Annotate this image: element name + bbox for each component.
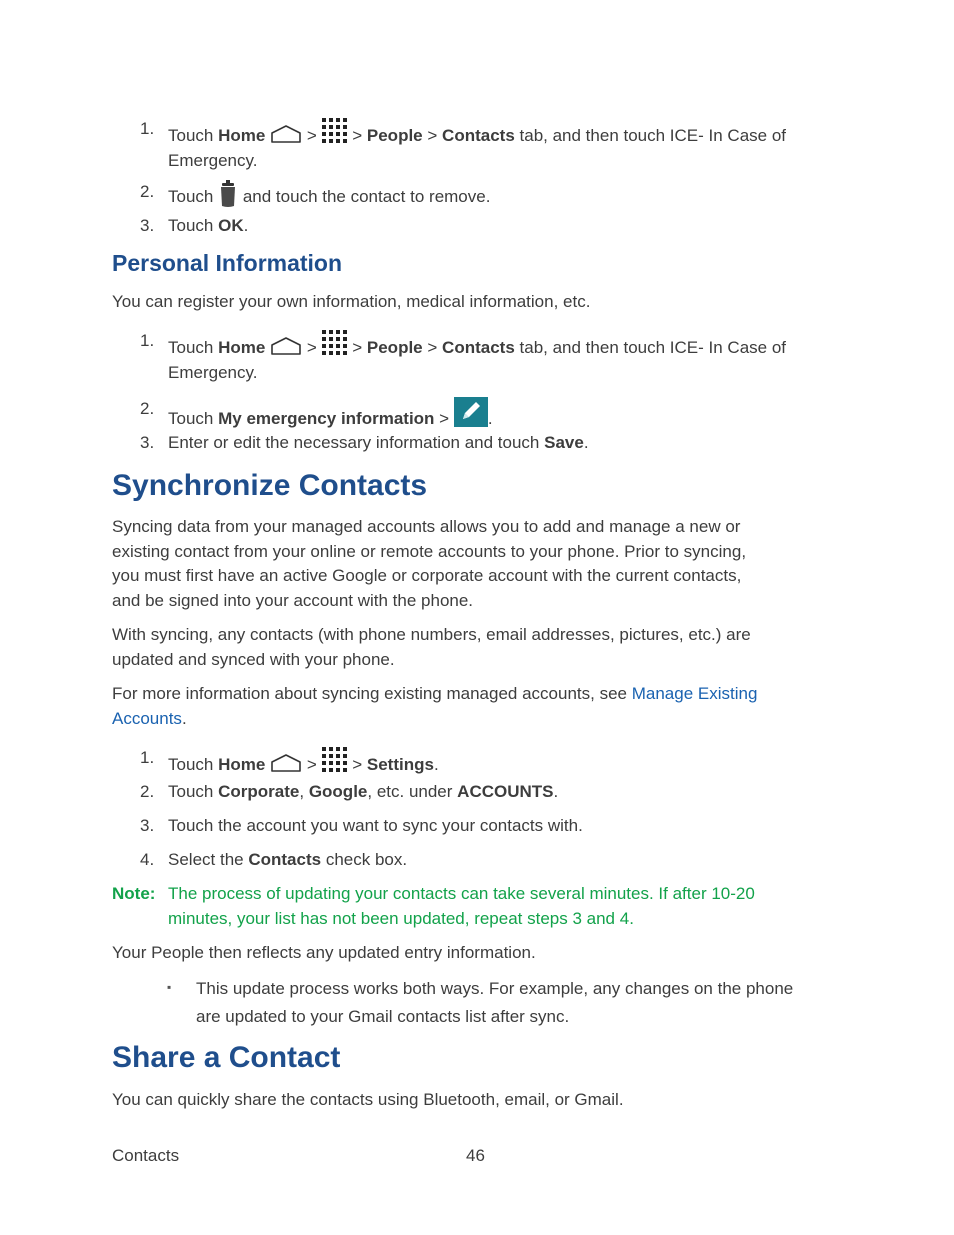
step-number: 2. — [140, 182, 155, 201]
comma: , — [299, 782, 305, 801]
separator: > — [352, 755, 363, 774]
step-text-touch: Touch — [168, 126, 214, 145]
contacts-label: Contacts — [442, 126, 515, 145]
personal-information-heading: Personal Information — [112, 250, 343, 276]
share-intro: You can quickly share the contacts using Bluetooth, email, or Gmail. — [112, 1090, 624, 1109]
home-icon — [270, 124, 302, 144]
step-number: 3. — [140, 433, 155, 452]
step-text-touch: Touch — [168, 187, 214, 206]
bullet-line: This update process works both ways. For example, any changes on the phone — [196, 979, 794, 998]
contacts-label: Contacts — [248, 850, 322, 869]
step-text-rest: and touch the contact to remove. — [242, 187, 491, 206]
step-text-touch: Touch — [168, 216, 214, 235]
sync-paragraph-3 — [112, 682, 832, 731]
paragraph-line: With syncing, any contacts (with phone numbers, email addresses, pictures, etc.) are — [112, 625, 751, 644]
step-text — [168, 848, 828, 873]
step-text-rest: Emergency. — [168, 362, 258, 382]
google-label: Google — [308, 782, 368, 801]
home-label: Home — [218, 126, 266, 145]
footer-page-number: 46 — [466, 1146, 485, 1165]
personal-intro: You can register your own information, medical information, etc. — [112, 292, 591, 311]
step-text — [168, 746, 828, 778]
step-text-touch: Touch — [168, 782, 214, 801]
step-number: 3. — [140, 816, 155, 835]
separator: > — [306, 338, 317, 357]
manage-existing-accounts-link[interactable]: Accounts — [112, 708, 182, 728]
paragraph-line: updated and synced with your phone. — [112, 649, 395, 669]
contacts-label: Contacts — [442, 338, 515, 357]
step-text-main: Enter or edit the necessary information and touch — [168, 433, 540, 452]
period: . — [181, 708, 187, 728]
settings-label: Settings — [366, 755, 434, 774]
step-text-rest: tab, and then touch ICE- In Case of — [519, 126, 787, 145]
note-line: The process of updating your contacts can take several minutes. If after 10-20 — [168, 884, 755, 903]
bullet-line: are updated to your Gmail contacts list after sync. — [196, 1007, 570, 1026]
step-text-main: Select the — [168, 850, 244, 869]
separator: > — [427, 338, 438, 357]
sync-paragraph-2 — [112, 623, 832, 672]
step-text-rest: , etc. under — [367, 782, 453, 801]
paragraph-line: you must first have an active Google or corporate account with the current contacts, — [112, 566, 742, 586]
step-text — [168, 780, 828, 805]
my-emergency-information-label: My emergency information — [218, 409, 435, 428]
apps-icon — [321, 117, 347, 143]
apps-icon — [321, 329, 347, 355]
footer-section-name: Contacts — [112, 1146, 180, 1165]
step-number: 1. — [140, 331, 155, 350]
step-text-touch: Touch — [168, 755, 214, 774]
paragraph-line: and be signed into your account with the phone. — [112, 590, 474, 610]
home-icon — [270, 753, 302, 773]
home-label: Home — [218, 338, 266, 357]
bullet-marker: ▪ — [167, 980, 172, 994]
step-text — [168, 117, 828, 173]
step-text-rest: Emergency. — [168, 150, 258, 170]
period: . — [433, 755, 439, 774]
corporate-label: Corporate — [218, 782, 300, 801]
people-label: People — [366, 338, 423, 357]
accounts-label: ACCOUNTS — [457, 782, 554, 801]
separator: > — [306, 126, 317, 145]
after-note-paragraph: Your People then reflects any updated entry information. — [112, 943, 536, 962]
separator: > — [439, 409, 450, 428]
trash-icon — [218, 180, 238, 208]
bullet-text — [196, 975, 856, 1031]
home-icon — [270, 336, 302, 356]
step-text — [168, 180, 828, 210]
period: . — [487, 409, 493, 428]
step-number: 1. — [140, 119, 155, 138]
step-number: 1. — [140, 748, 155, 767]
step-number: 4. — [140, 850, 155, 869]
note-line: minutes, your list has not been updated, repeat steps 3 and 4. — [168, 908, 634, 928]
paragraph-text: For more information about syncing existing managed accounts, see — [112, 684, 627, 703]
step-text — [168, 214, 828, 239]
step-text — [168, 329, 828, 385]
step-text-rest: tab, and then touch ICE- In Case of — [519, 338, 787, 357]
note-label: Note: — [112, 884, 156, 903]
share-a-contact-heading: Share a Contact — [112, 1041, 341, 1074]
step-text: Touch the account you want to sync your contacts with. — [168, 816, 583, 835]
step-text — [168, 431, 828, 456]
home-label: Home — [218, 755, 266, 774]
synchronize-contacts-heading: Synchronize Contacts — [112, 469, 428, 502]
step-number: 3. — [140, 216, 155, 235]
note-text — [168, 882, 818, 931]
people-label: People — [366, 126, 423, 145]
sync-paragraph-1 — [112, 515, 832, 613]
step-text — [168, 397, 828, 432]
edit-pencil-icon — [454, 397, 488, 427]
manage-existing-accounts-link[interactable]: Manage Existing — [631, 684, 758, 703]
separator: > — [306, 755, 317, 774]
step-text-touch: Touch — [168, 338, 214, 357]
period: . — [583, 433, 589, 452]
period: . — [243, 216, 249, 235]
save-label: Save — [544, 433, 584, 452]
paragraph-line: existing contact from your online or remote accounts to your phone. Prior to syncing, — [112, 541, 747, 561]
apps-icon — [321, 746, 347, 772]
separator: > — [427, 126, 438, 145]
separator: > — [352, 338, 363, 357]
step-text-rest: check box. — [325, 850, 408, 869]
ok-label: OK — [218, 216, 244, 235]
step-number: 2. — [140, 782, 155, 801]
step-number: 2. — [140, 399, 155, 418]
step-text-touch: Touch — [168, 409, 214, 428]
separator: > — [352, 126, 363, 145]
paragraph-line: Syncing data from your managed accounts allows you to add and manage a new or — [112, 517, 741, 536]
period: . — [553, 782, 559, 801]
